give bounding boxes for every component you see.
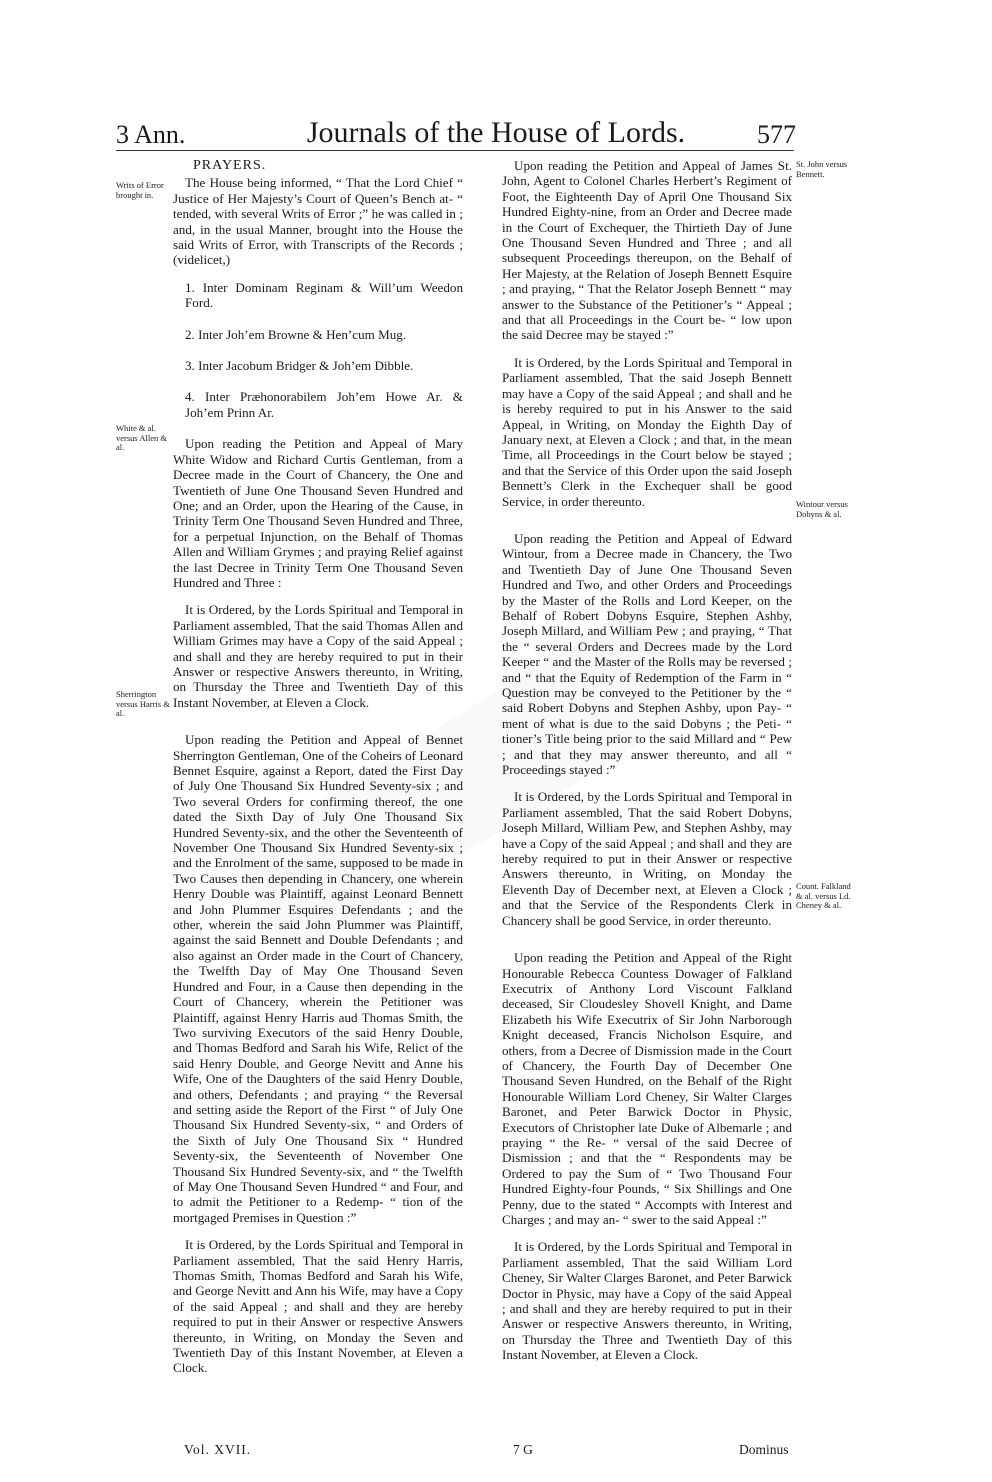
running-head-regnal-year: 3 Ann. <box>116 120 186 149</box>
sherrington-petition: Upon reading the Petition and Appeal of Bennet Sherrington Gentleman, One of the Coheirs of Leonard Bennet Esquire, against a Report, dated the First Day of July One Thousand Six Hundred Seventy-six ; and Two several Orders for confirming thereof, the one dated the Sixth Day of July One Thousand Six Hundred Seventy-six, and the other the Seventeenth of November One Thousand Six Hundred Seventy-six ; and the Enrolment of the same, supposed to be made in Two Causes then depending in Chancery, one wherein Henry Double was Plaintiff, against Leonard Bennett and John Plummer Esquires Defendants ; and the other, wherein the said John Plummer was Plaintiff, against the said Bennett and Double Defendants ; and also against an Order made in the Court of Chancery, the Twelfth Day of May One Thousand Seven Hundred and Four, in a Cause then depending in the Court of Chancery, wherein the Petitioner was Plaintiff, against Henry Harris aud Thomas Smith, the Two surviving Executors of the said Henry Double, and Thomas Bedford and Sarah his Wife, Relict of the said Henry Double, and George Nevitt and Anne his Wife, One of the Daughters of the said Henry Double, and others, Defendants ; and praying “ the Reversal and setting aside the Report of the First “ of July One Thousand Six Hundred Seventy-six, “ and Orders of the Sixth of July One Thousand Six “ Hundred Seventy-six, the Seventeenth of November One Thousand Six Hundred Seventy-six, and “ the Twelfth of May One Thousand Seven Hundred “ and Four, and to admit the Petitioner to a Redemp- “ tion of the mortgaged Premises in Question :” <box>173 732 463 1225</box>
volume-number: Vol. XVII. <box>184 1442 252 1457</box>
writ-item: 2. Inter Joh’em Browne & Hen’cum Mug. <box>185 326 407 342</box>
margin-note-white: White & al. versus Allen & al. <box>116 423 167 452</box>
white-petition: Upon reading the Petition and Appeal of Mary White Widow and Richard Curtis Gentleman, from a Decree made in the Court of Chancery, the One and Twentieth of June One Thousand Seven Hundred and One; and an Order, upon the Hearing of the Cause, in Trinity Term One Thousand Seven Hundred and Three, for a perpetual Injunction, on the Behalf of Thomas Allen and William Grymes ; and praying Relief against the last Decree in Trinity Term One Thousand Seven Hundred and Three : <box>173 436 463 590</box>
margin-note-writs: Writs of Error brought in. <box>116 180 164 200</box>
margin-note-sherrington: Sherrington versus Harris & al. <box>116 689 170 718</box>
falkland-petition: Upon reading the Petition and Appeal of the Right Honourable Rebecca Countess Dowager of Falkland Executrix of Anthony Lord Viscount Falkland deceased, Sir Cloudesley Shovell Knight, and Dame Elizabeth his Wife Executrix of Sir John Narborough Knight deceased, Francis Nicholson Esquire, and others, from a Decree of Dismission made in the Court of Chancery, the Fourth Day of December One Thousand Seven Hundred, on the Behalf of the Right Honourable William Lord Cheney, Sir Walter Clarges Baronet, and Peter Barwick Doctor in Physic, Executors of Christopher late Duke of Albemarle ; and praying “ the Re- “ versal of the said Decree of Dismission ; and that the “ Respondents may be Ordered to pay the Sum of “ Two Thousand Four Hundred Eighty-four Pounds, “ Six Shillings and One Penny, due to the stated “ Accompts with Interest and Charges ; and may an- “ swer to the said Appeal :” <box>502 950 792 1227</box>
stjohn-petition: Upon reading the Petition and Appeal of James St. John, Agent to Colonel Charles Herbert’s Regiment of Foot, the Eighteenth Day of April One Thousand Six Hundred Eighty-nine, from an Order and Decree made in the Court of Exchequer, the Thirtieth Day of June One Thousand Seven Hundred and Three ; and all subsequent Proceedings thereupon, on the Behalf of Her Majesty, at the Relation of Joseph Bennett Esquire ; and praying, “ That the Relator Joseph Bennett “ may answer to the Substance of the Petitioner’s “ Appeal ; and that all Proceedings in the Court be- “ low upon the said Decree may be stayed :” <box>502 158 792 343</box>
falkland-order: It is Ordered, by the Lords Spiritual and Temporal in Parliament assembled, That the said William Lord Cheney, Sir Walter Clarges Baronet, and Peter Barwick Doctor in Physic, may have a Copy of the said Appeal ; and shall and they are hereby required to put in their Answer or respective Answers thereunto, in Writing, on Thursday the Three and Twentieth Day of this Instant November, at Eleven a Clock. <box>502 1239 792 1363</box>
page-number: 577 <box>757 120 796 149</box>
writ-item: 4. Inter Præhonorabilem Joh’em Howe Ar. & Joh’em Prinn Ar. <box>185 389 463 420</box>
writs-intro: The House being informed, “ That the Lord Chief “ Justice of Her Majesty’s Court of Queen’s Bench at- “ tended, with several Writs of Error ;” he was called in ; and, in the usual Manner, brought into the House the said Writs of Error, with Transcripts of the Records ; (videlicet,) <box>173 175 463 268</box>
margin-note-falkland: Count. Falkland & al. versus Ld. Cheney & al. <box>796 881 851 910</box>
header-rule <box>116 150 794 151</box>
section-heading: PRAYERS. <box>193 158 267 173</box>
sherrington-order: It is Ordered, by the Lords Spiritual and Temporal in Parliament assembled, That the said Henry Harris, Thomas Smith, Thomas Bedford and Sarah his Wife, and George Nevitt and Ann his Wife, may have a Copy of the said Appeal ; and shall and they are hereby required to put in their Answer or respective Answers thereunto, in Writing, on Monday the Seven and Twentieth Day of this Instant November, at Eleven a Clock. <box>173 1237 463 1376</box>
wintour-petition: Upon reading the Petition and Appeal of Edward Wintour, from a Decree made in Chancery, the Two and Twentieth Day of June One Thousand Seven Hundred and Two, and other Orders and Proceedings by the Master of the Rolls and Lord Keeper, on the Behalf of Robert Dobyns Esquire, Stephen Ashby, Joseph Millard, and William Pew ; and praying, “ That the “ several Orders and Decrees made by the Lord Keeper “ and the Master of the Rolls may be reversed ; and “ that the Equity of Redemption of the Farm in “ Question may be conveyed to the Petitioner by the “ said Robert Dobyns and Stephen Ashby, upon Pay- “ ment of what is due to the said Dobyns ; the Peti- “ tioner’s Title being prior to the said Millard and “ Pew ; and that they may answer thereunto, and all “ Proceedings stayed :” <box>502 530 792 778</box>
margin-note-wintour: Wintour versus Dobyns & al. <box>796 499 848 519</box>
stjohn-order: It is Ordered, by the Lords Spiritual and Temporal in Parliament assembled, That the said Joseph Bennett may have a Copy of the said Appeal ; and shall and he is hereby required to put in his Answer to the said Appeal, in Writing, on Monday the Eighth Day of January next, at Eleven a Clock ; and that, in the mean Time, all Proceedings in the Court below be stayed ; and that the Service of this Order upon the said Joseph Bennett’s Clerk in the Exchequer shall be good Service, in order thereunto. <box>502 354 792 509</box>
left-column <box>173 158 463 1388</box>
margin-note-stjohn: St. John versus Bennett. <box>796 159 848 179</box>
right-column <box>502 158 792 1375</box>
writ-item: 3. Inter Jacobum Bridger & Joh’em Dibble. <box>185 358 414 374</box>
wintour-order: It is Ordered, by the Lords Spiritual and Temporal in Parliament assembled, That the said Robert Dobyns, Joseph Millard, William Pew, and Stephen Ashby, may have a Copy of the said Appeal ; and shall and they are hereby required to put in their Answer or respective Answers thereunto, in Writing, on Monday the Eleventh Day of December next, at Eleven a Clock ; and that the Service of the Respondents Clerk in Chancery shall be good Service, in order thereunto. <box>502 789 792 928</box>
writ-item: 1. Inter Dominam Reginam & Will’um Weedon Ford. <box>185 279 463 311</box>
white-order: It is Ordered, by the Lords Spiritual and Temporal in Parliament assembled, That the said Thomas Allen and William Grimes may have a Copy of the said Appeal ; and shall and they are hereby required to put in their Answer or respective Answers thereunto, in Writing, on Thursday the Three and Twentieth Day of this Instant November, at Eleven a Clock. <box>173 602 463 710</box>
running-head-title: Journals of the House of Lords. <box>306 116 686 149</box>
catchword: Dominus <box>739 1442 789 1457</box>
signature-mark: 7 G <box>513 1442 533 1457</box>
